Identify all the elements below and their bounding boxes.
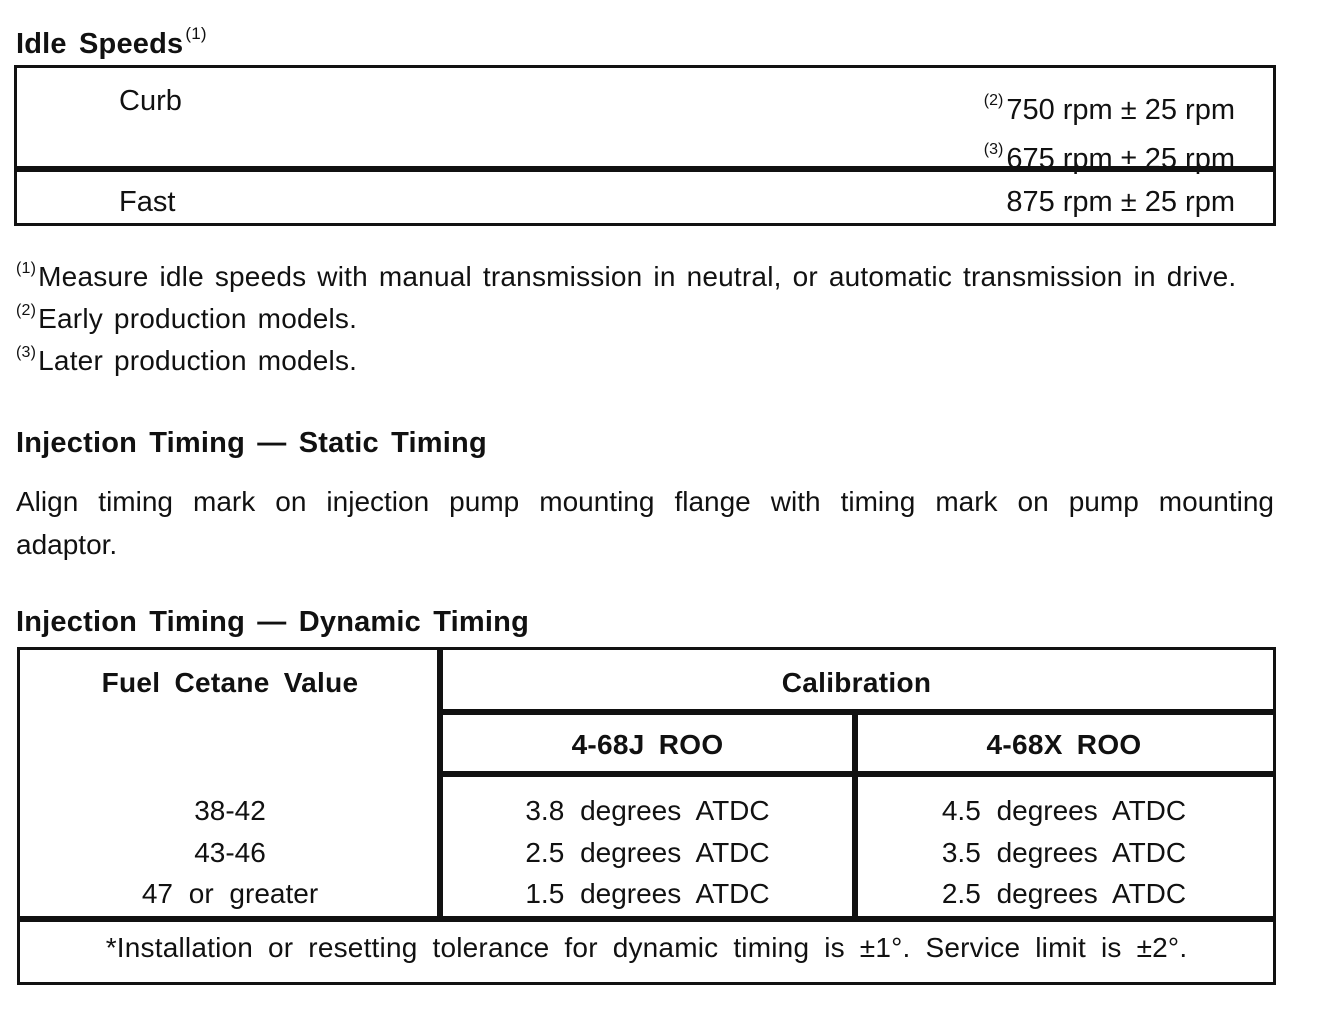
cetane-value: 38-42 [194, 795, 266, 826]
idle-speeds-heading [16, 24, 207, 61]
static-timing-heading: Injection Timing — Static Timing [16, 427, 487, 459]
idle-speeds-table [14, 65, 1276, 226]
idle-speeds-title: Idle Speeds [16, 28, 184, 60]
footnote-mark: (1) [16, 260, 37, 277]
header-4-68j: 4-68J ROO [571, 729, 724, 760]
idle-value-text: 875 rpm ± 25 rpm [1006, 186, 1235, 218]
idle-row-fast [17, 181, 1273, 226]
timing-value: 3.5 degrees ATDC [941, 836, 1187, 868]
cetane-value: 47 or greater [141, 878, 319, 909]
header-fuel-cetane: Fuel Cetane Value [101, 667, 359, 698]
idle-label-curb: Curb [119, 85, 182, 117]
calibration-x-column [855, 790, 1273, 915]
idle-value-text: 675 rpm ± 25 rpm [1006, 143, 1235, 175]
footnote-text: Early production models. [38, 303, 358, 334]
timing-value: 1.5 degrees ATDC [525, 878, 770, 909]
dynamic-timing-heading: Injection Timing — Dynamic Timing [16, 606, 529, 638]
static-timing-text: Align timing mark on injection pump mounting flange with timing mark on pump mounting adaptor. [16, 486, 1274, 560]
cetane-column [20, 790, 440, 915]
footnote-mark: (3) [16, 344, 37, 361]
footnote-1 [16, 260, 1236, 293]
timing-value: 2.5 degrees ATDC [941, 878, 1187, 909]
idle-speeds-footnote-ref: (1) [185, 24, 207, 43]
idle-value-text: 750 rpm ± 25 rpm [1006, 94, 1235, 126]
idle-value [984, 81, 1235, 130]
footnote-mark: (2) [16, 302, 37, 319]
header-4-68x: 4-68X ROO [986, 729, 1142, 760]
footnote-3 [16, 344, 357, 377]
table-divider [20, 916, 1273, 922]
table-divider [440, 709, 1273, 715]
footnote-2 [16, 302, 357, 335]
tolerance-note: *Installation or resetting tolerance for dynamic timing is ±1°. Service limit is ±2°. [105, 932, 1188, 963]
cetane-value: 43-46 [194, 836, 266, 868]
footnote-ref: (3) [983, 141, 1004, 158]
idle-row-curb [17, 81, 1273, 175]
calibration-j-column [440, 790, 855, 915]
dynamic-timing-table [17, 647, 1276, 985]
timing-value: 3.8 degrees ATDC [525, 795, 770, 826]
footnote-ref: (2) [983, 92, 1004, 109]
footnote-text: Measure idle speeds with manual transmission in neutral, or automatic transmission in drive. [38, 261, 1237, 292]
idle-row-divider [17, 166, 1273, 172]
timing-value: 2.5 degrees ATDC [525, 836, 770, 868]
idle-values-fast [1006, 183, 1235, 221]
header-calibration: Calibration [781, 667, 932, 698]
table-divider [440, 771, 1273, 777]
footnote-text: Later production models. [38, 345, 358, 376]
timing-value: 4.5 degrees ATDC [941, 795, 1187, 826]
idle-values-curb [984, 81, 1235, 179]
idle-label-fast: Fast [119, 186, 176, 218]
